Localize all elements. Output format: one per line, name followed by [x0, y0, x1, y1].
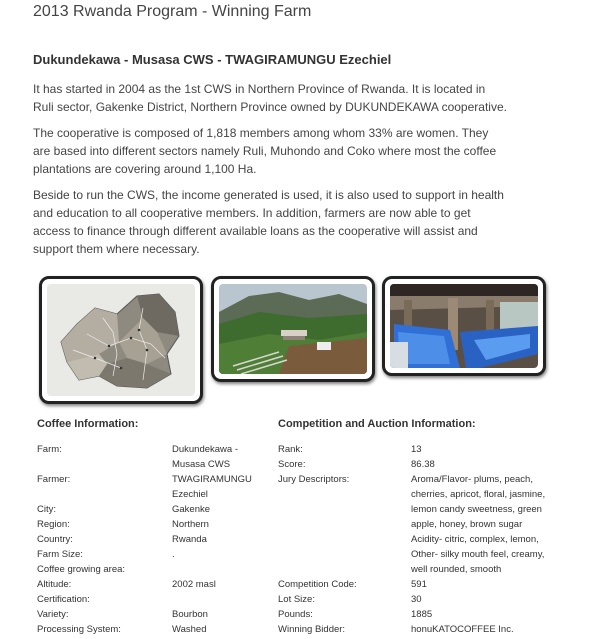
winning-bidder-value: honuKATOCOFFEE Inc.	[411, 624, 514, 635]
descriptor-line: Acidity- citric, complex, lemon,	[411, 534, 539, 545]
drying-tables-image[interactable]	[382, 276, 546, 376]
jury-descriptors-label: Jury Descriptors:	[278, 474, 350, 485]
hillside-graphic	[219, 284, 367, 374]
pounds-value: 1885	[411, 609, 433, 620]
rwanda-map-image[interactable]	[39, 276, 203, 404]
farmer-value	[172, 472, 252, 502]
paragraph-line: Beside to run the CWS, the income generated is used, it is also used to support in health	[33, 188, 504, 202]
paragraph-line: access to finance through different available loans as the cooperative will assist and	[33, 224, 478, 238]
rank-value: 13	[411, 444, 422, 455]
descriptor-line: Aroma/Flavor- plums, peach,	[411, 474, 533, 485]
region-label: Region:	[37, 519, 70, 530]
descriptor-line: cherries, apricot, floral, jasmine,	[411, 489, 546, 500]
farm-value	[172, 442, 238, 472]
descriptor-line: Other- silky mouth feel, creamy,	[411, 549, 545, 560]
altitude-value: 2002 masl	[172, 579, 216, 590]
lot-size-label: Lot Size:	[278, 594, 315, 605]
descriptor-line: lemon candy sweetness, green	[411, 504, 542, 515]
farm-label: Farm:	[37, 444, 62, 455]
pounds-label: Pounds:	[278, 609, 313, 620]
farmer-label: Farmer:	[37, 474, 71, 485]
drying-tables-graphic	[390, 284, 538, 368]
paragraph-line: It has started in 2004 as the 1st CWS in Northern Province of Rwanda. It is located in	[33, 82, 486, 96]
paragraph-line: and education to all cooperative members. In addition, farmers are now able to get	[33, 206, 471, 220]
lot-size-value: 30	[411, 594, 422, 605]
processing-label: Processing System:	[37, 624, 121, 635]
score-label: Score:	[278, 459, 306, 470]
coffee-info-heading: Coffee Information:	[37, 418, 139, 430]
city-value: Gakenke	[172, 504, 211, 515]
farmer-value-line: Ezechiel	[172, 489, 208, 500]
winning-bidder-label: Winning Bidder:	[278, 624, 346, 635]
competition-code-value: 591	[411, 579, 427, 590]
paragraph-line: support them where necessary.	[33, 242, 200, 256]
country-label: Country:	[37, 534, 73, 545]
income-paragraph	[33, 186, 533, 258]
country-value: Rwanda	[172, 534, 207, 545]
paragraph-line: are based into different sectors namely Ruli, Muhondo and Coko where most the coffee	[33, 144, 497, 158]
region-value: Northern	[172, 519, 209, 530]
farmer-value-line: TWAGIRAMUNGU	[172, 474, 252, 485]
cooperative-paragraph	[33, 124, 533, 178]
farm-size-value: .	[172, 549, 175, 560]
page-title: 2013 Rwanda Program - Winning Farm	[33, 3, 312, 20]
descriptor-line: well rounded, smooth	[411, 564, 502, 575]
competition-info-heading: Competition and Auction Information:	[278, 418, 476, 430]
descriptor-line: apple, honey, brown sugar	[411, 519, 523, 530]
farm-value-line: Dukundekawa -	[172, 444, 239, 455]
variety-label: Variety:	[37, 609, 69, 620]
growing-area-label: Coffee growing area:	[37, 564, 126, 575]
farm-value-line: Musasa CWS	[172, 459, 231, 470]
variety-value: Bourbon	[172, 609, 208, 620]
paragraph-line: The cooperative is composed of 1,818 members among whom 33% are women. They	[33, 126, 489, 140]
competition-code-label: Competition Code:	[278, 579, 357, 590]
farm-size-label: Farm Size:	[37, 549, 83, 560]
certification-label: Certification:	[37, 594, 90, 605]
altitude-label: Altitude:	[37, 579, 72, 590]
score-value: 86.38	[411, 459, 435, 470]
washing-station-hillside-image[interactable]	[211, 276, 375, 382]
processing-value: Washed	[172, 624, 207, 635]
map-graphic	[47, 284, 195, 396]
paragraph-line: Ruli sector, Gakenke District, Northern Province owned by DUKUNDEKAWA cooperative.	[33, 100, 507, 114]
intro-paragraph	[33, 80, 533, 116]
jury-descriptors-value	[411, 472, 545, 577]
farm-title: Dukundekawa - Musasa CWS - TWAGIRAMUNGU Ezechiel	[33, 52, 392, 67]
rank-label: Rank:	[278, 444, 303, 455]
city-label: City:	[37, 504, 56, 515]
paragraph-line: plantations are covering around 1,100 Ha.	[33, 162, 257, 176]
